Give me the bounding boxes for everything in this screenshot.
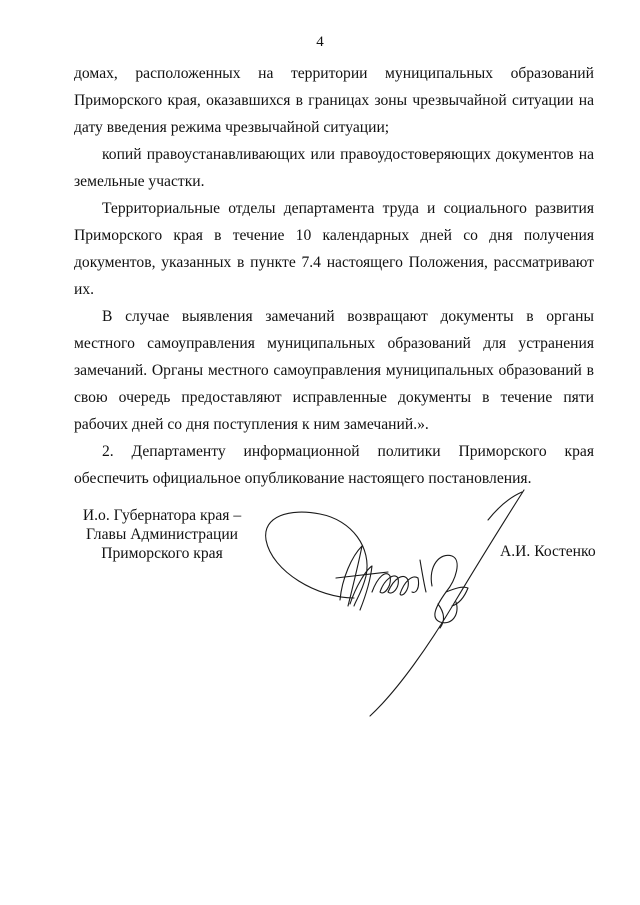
signatory-position-line: И.о. Губернатора края – — [82, 507, 242, 524]
paragraph-territorial-departments: Территориальные отделы департамента труда и социального развития Приморского края в течение 10 календарных дней со дня получения документов, указанных в пункте 7.4 настоящего Положения, рассматривают их. — [74, 200, 594, 298]
signatory-position-line: Главы Администрации — [85, 526, 239, 543]
paragraph-continuation: домах, расположенных на территории муниципальных образований Приморского края, оказавшихся в границах зоны чрезвычайной ситуации на дату введения режима чрезвычайной ситуации; — [74, 65, 594, 136]
signatory-position-line: Приморского края — [101, 545, 223, 562]
paragraph-publication: 2. Департаменту информационной политики Приморского края обеспечить официальное опубликование настоящего постановления. — [74, 443, 594, 487]
paragraph-remarks: В случае выявления замечаний возвращают документы в органы местного самоуправления муниципальных образований для устранения замечаний. Органы местного самоуправления муниципальных образований в свою очередь предоставляют исправленные документы в течение пяти рабочих дней со дня поступления к ним замечаний.». — [74, 308, 594, 433]
document-body — [74, 60, 594, 492]
signatory-name: А.И. Костенко — [500, 543, 596, 560]
page-number: 4 — [316, 34, 324, 50]
signatory-position — [72, 506, 252, 563]
paragraph-land-documents: копий правоустанавливающих или правоудостоверяющих документов на земельные участки. — [74, 146, 594, 190]
